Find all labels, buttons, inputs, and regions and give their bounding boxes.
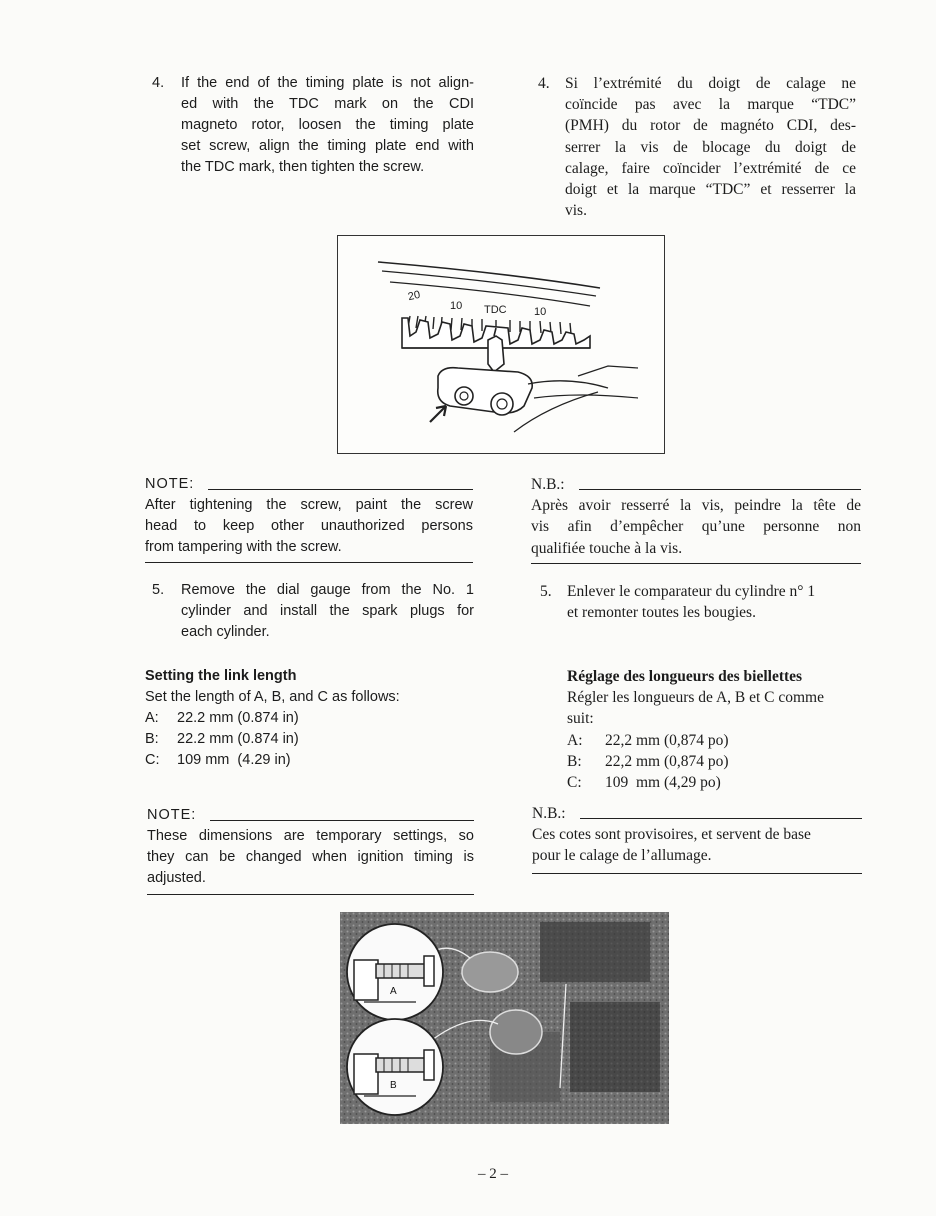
en-spec-value: 22.2 mm (0.874 in) [177,731,299,747]
fr-note-2-line: Ces cotes sont provisoires, et servent de base [532,826,811,844]
fr-note-2-header [532,803,862,824]
fr-step-5-number: 5. [540,583,552,600]
fr-step-5-text [567,581,862,623]
en-step-4-text [181,73,474,178]
fr-step-5 [540,581,862,623]
en-note-1-rule [208,489,473,490]
en-note-2-line: These dimensions are temporary settings, so [147,828,474,844]
callout-a: A [390,986,397,997]
fr-spec-row-a [567,730,863,751]
fr-note-1-body [531,495,861,564]
en-note-2-line: they can be changed when ignition timing is [147,849,474,865]
fr-step-4-line: doigt et la marque “TDC” et resserrer la [565,181,856,199]
fr-note-1-header [531,474,861,495]
en-spec-row-c [145,750,475,771]
fr-note-2-line: pour le calage de l’allumage. [532,847,712,865]
scale-label-20: 20 [406,288,422,304]
en-note-1-label: NOTE: [145,476,195,492]
en-note-1 [145,474,473,563]
fr-spec-key: B: [567,752,582,770]
fr-note-1-line: Après avoir resserré la vis, peindre la tête de [531,497,861,515]
page-number: – 2 – [478,1166,508,1182]
en-step-5-line: Remove the dial gauge from the No. 1 [181,582,474,598]
fr-spec-value: 22,2 mm (0,874 po) [605,752,729,770]
en-step-4-line: the TDC mark, then tighten the screw. [181,159,425,175]
en-note-1-line: from tampering with the screw. [145,539,342,555]
fr-note-1-label: N.B.: [531,476,565,493]
fr-step-4-text [565,73,856,221]
en-step-4-line: magneto rotor, loosen the timing plate [181,117,474,133]
fr-step-4-line: (PMH) du rotor de magnéto CDI, des- [565,117,856,135]
fr-link-length-heading: Réglage des longueurs des biellettes [567,668,803,685]
en-step-5-line: each cylinder. [181,624,270,640]
en-note-2-label: NOTE: [147,807,197,823]
en-note-2-line: adjusted. [147,870,206,886]
fr-step-4-line: serrer la vis de blocage du doigt de [565,138,856,156]
en-step-4-line: set screw, align the timing plate end with [181,138,474,154]
en-spec-value: 22.2 mm (0.874 in) [177,710,299,726]
en-spec-row-b [145,729,475,750]
en-note-2-header [147,805,474,826]
fr-link-length-section [567,666,863,793]
fr-link-length-intro-line: Régler les longueurs de A, B et C comme [567,689,824,707]
fr-note-2-body [532,824,862,873]
en-step-5-text [181,580,474,643]
en-spec-row-a [145,708,475,729]
en-note-2-rule [210,820,474,821]
fr-spec-key: A: [567,731,583,749]
scale-label-10-left: 10 [450,300,463,312]
fr-step-4-number: 4. [538,75,550,92]
timing-plate-drawing [338,236,664,453]
en-note-1-body [145,495,473,563]
en-spec-key: B: [145,731,159,747]
en-spec-value: 109 mm (4.29 in) [177,752,291,768]
fr-spec-row-c [567,772,863,793]
fr-note-2-rule [580,818,862,819]
fr-step-4-line: Si l’extrémité du doigt de calage ne [565,75,856,92]
en-step-4-number: 4. [152,75,165,91]
en-step-4-line: If the end of the timing plate is not align- [181,75,474,91]
en-link-length-intro: Set the length of A, B, and C as follows: [145,689,400,705]
fr-link-length-intro-line: suit: [567,710,594,728]
en-step-5 [152,580,474,643]
fr-spec-key: C: [567,774,582,792]
scale-label-10-right: 10 [534,306,547,318]
callout-b: B [390,1080,397,1091]
en-note-1-line: After tightening the screw, paint the screw [145,497,473,513]
en-note-1-header [145,474,473,495]
fr-spec-row-b [567,751,863,772]
fr-note-1-line: qualifiée touche à la vis. [531,539,683,557]
fr-spec-value: 22,2 mm (0,874 po) [605,731,729,749]
link-length-photo-drawing [340,912,669,1124]
timing-plate-figure [337,235,665,454]
fr-note-1-rule [579,489,861,490]
en-step-4 [152,73,474,178]
fr-note-1 [531,474,861,564]
en-step-5-number: 5. [152,582,165,598]
fr-step-5-line: et remonter toutes les bougies. [567,604,756,622]
fr-spec-value: 109 mm (4,29 po) [605,774,721,792]
en-spec-key: A: [145,710,159,726]
fr-note-1-line: vis afin d’empêcher qu’une personne non [531,518,861,536]
fr-note-2-label: N.B.: [532,805,566,822]
en-step-4-line: ed with the TDC mark on the CDI [181,96,474,112]
en-link-length-section [145,666,475,771]
fr-note-2 [532,803,862,874]
scale-label-tdc: TDC [484,304,507,316]
en-note-1-line: head to keep other unauthorized persons [145,518,473,534]
fr-step-4-line: vis. [565,202,587,220]
en-link-length-heading: Setting the link length [145,668,297,684]
fr-step-5-line: Enlever le comparateur du cylindre n° 1 [567,583,816,600]
link-length-photo [340,912,669,1124]
fr-step-4-line: calage, faire coïncider l’extrémité de ce [565,159,856,177]
en-note-2 [147,805,474,895]
en-note-2-body [147,826,474,895]
en-spec-key: C: [145,752,160,768]
fr-step-4 [538,73,856,221]
en-step-5-line: cylinder and install the spark plugs for [181,603,474,619]
fr-step-4-line: coïncide pas avec la marque “TDC” [565,96,856,114]
